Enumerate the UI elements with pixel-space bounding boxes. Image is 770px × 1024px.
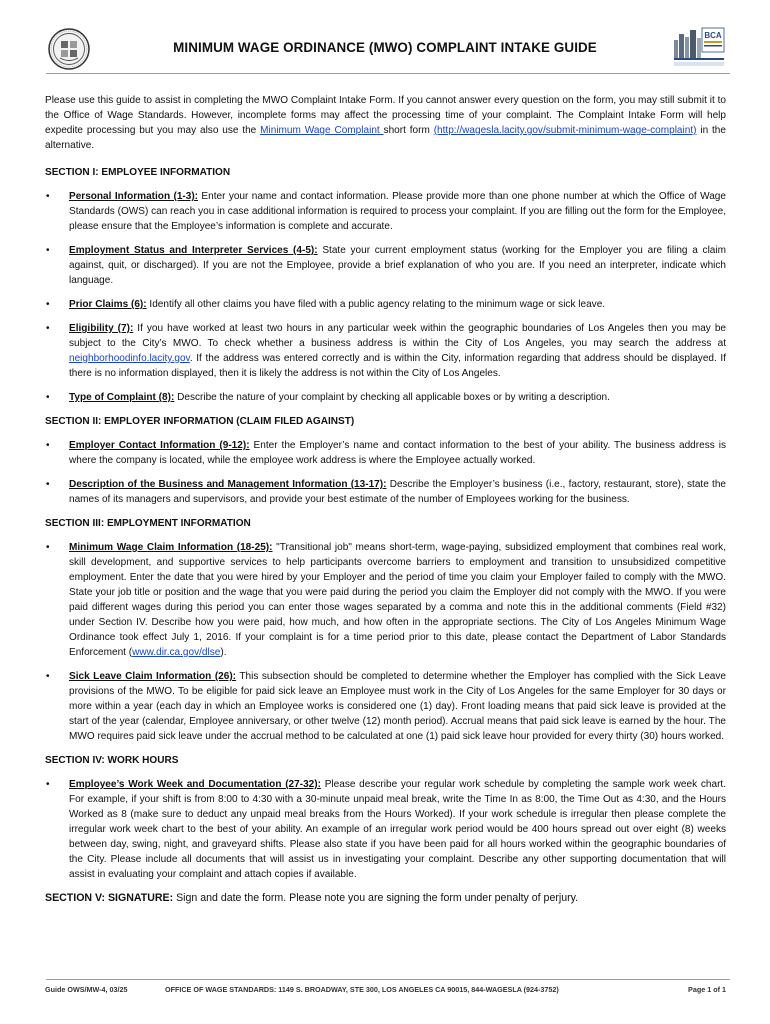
bca-logo-text: BCA [704,31,722,40]
page-title: MINIMUM WAGE ORDINANCE (MWO) COMPLAINT INTAKE GUIDE [173,40,597,55]
footer-divider [46,979,730,980]
list-item: • Type of Complaint (8): Describe the nature of your complaint by checking all applicable boxes or by writing a description. [46,392,610,403]
minimum-wage-complaint-link[interactable]: Minimum Wage Complaint [260,125,384,136]
page-number: Page 1 of 1 [688,985,726,994]
section-3-heading: SECTION III: EMPLOYMENT INFORMATION [45,518,251,529]
section-4-heading: SECTION IV: WORK HOURS [45,755,179,766]
section-5-heading: SECTION V: SIGNATURE: [45,892,174,904]
section-5-signature: SECTION V: SIGNATURE: Sign and date the form. Please note you are signing the form under penalty of perjury. [45,892,579,904]
neighborhoodinfo-link[interactable]: neighborhoodinfo.lacity.gov [69,353,190,364]
list-item: • Eligibility (7): If you have worked at least two hours in any particular week within the geographic boundaries of Los Angeles then you may be subject to the City’s MWO. To check whether a business address is within the City of Los Angeles, you may search the address at neighborhoodinfo.lacity.gov. If the address was entered correctly and is within the City, information regarding that address should be displayed. If there is no information displayed, then it is likely the address is not within the City of Los Angeles. [46,323,726,379]
list-item: • Minimum Wage Claim Information (18-25): "Transitional job" means short-term, wage-paying, subsidized employment that combines real work, skill development, and supportive services to help participants overcome barriers to employment and transition to unsubsidized competitive employment. Enter the date that you were hired by your Employer and the period of time you claim your Employer failed to comply with the MWO. State your job title or position and the wage that you were paid during the period you claim the Employer did not comply with the MWO. If you were paid different wages during this period you can enter those wages separated by a comma and note this in the additional comments (Field #32) under Section IV. Describe how you were paid, how much, and how often in the appropriate sections. The City of Los Angeles Minimum Wage Ordinance took effect July 1, 2016. If your complaint is for a time period prior to this date, please contact the Department of Labor Standards Enforcement (www.dir.ca.gov/dlse). [46,542,726,658]
office-address: OFFICE OF WAGE STANDARDS: 1149 S. BROADWAY, STE 300, LOS ANGELES CA 90015, 844-WAGESLA (924-3752) [165,985,559,994]
list-item: • Prior Claims (6): Identify all other claims you have filed with a public agency relating to the minimum wage or sick leave. [46,299,606,310]
list-item: • Employer Contact Information (9-12): Enter the Employer’s name and contact information to the best of your ability. The business address is where the company is located, while the employee work address is where the Employee actually worked. [46,440,726,466]
intro-paragraph: Please use this guide to assist in completing the MWO Complaint Intake Form. If you cannot answer every question on the form, you may still submit it to the Office of Wage Standards. However, incomplete forms may affect the processing time of your complaint. The Complaint Intake Form will help expedite processing but you may also use the Minimum Wage Complaint short form (http://wagesla.lacity.gov/submit-minimum-wage-complaint) in the alternative. [45,95,726,151]
form-id: Guide OWS/MW-4, 03/25 [45,985,128,994]
list-item: • Sick Leave Claim Information (26): This subsection should be completed to determine whether the Employer has complied with the Sick Leave provisions of the MWO. To be eligible for paid sick leave an Employee must work in the City of Los Angeles for the same Employer for 30 days or more within a year (each day in which an Employee works is considered one (1) day). Front loading means that paid sick leave is provided at the start of the year (calendar, Employee anniversary, or other twelve (12) month period). Accrual means that paid sick leave is earned by the hour. The MWO requires paid sick leave under the accrual method to be calculated at one (1) paid sick leave hour provided for every thirty (30) hours worked. [46,671,726,742]
list-item: • Description of the Business and Management Information (13-17): Describe the Employer’s business (i.e., factory, restaurant, store), state the names of its managers and supervisors, and provide your best estimate of the number of Employees working for the business. [46,479,726,505]
header-divider [46,73,730,74]
dlse-link[interactable]: www.dir.ca.gov/dlse [132,647,221,658]
list-item: • Employment Status and Interpreter Services (4-5): State your current employment status (working for the Employer you are filing a claim against, quit, or discharged). If you are not the Employee, provide a brief explanation of who you are. If you need an interpreter, indicate which language. [46,245,726,286]
bca-logo-icon [672,26,726,68]
section-2-heading: SECTION II: EMPLOYER INFORMATION (CLAIM FILED AGAINST) [45,416,355,427]
list-item: • Employee’s Work Week and Documentation (27-32): Please describe your regular work schedule by completing the sample work week chart. For example, if your shift is from 8:00 to 4:30 with a 30-minute unpaid meal break, write the Time In as 8:00, the Time Out as 4:30, and the Hours Worked as 8 (make sure to deduct any unpaid meal breaks from the Hours Worked). If your work schedule is irregular then please complete the irregular work week chart to the best of your ability. An example of an irregular work period would be 400 hours spread out over eight (8) weeks between day, swing, night, and graveyard shifts. Please also state if you have been paid for all hours worked within the geographic boundaries of the City. Please include all documents that will assist us in investigating your complaint. Describe any other supporting documentation that will assist in evaluating your complaint and attach copies if available. [46,779,727,880]
list-item: • Personal Information (1-3): Enter your name and contact information. Please provide more than one phone number at which the Office of Wage Standards (OWS) can reach you in case additional information is required to process your complaint. If you are filling out the form for the Employee, please ensure that the Employee’s information is complete and accurate. [46,191,726,232]
section-1-heading: SECTION I: EMPLOYEE INFORMATION [45,167,231,178]
guide-content [45,93,726,906]
short-form-url-link[interactable]: (http://wagesla.lacity.gov/submit-minimum-wage-complaint) [433,125,697,136]
